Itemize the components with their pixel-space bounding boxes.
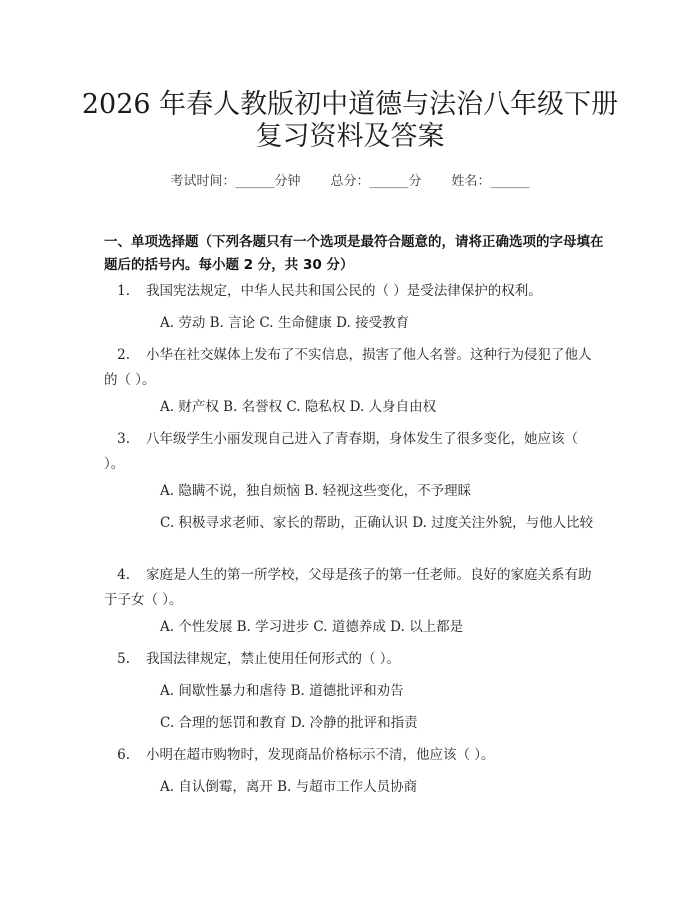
question-2 [104, 343, 601, 393]
total-score-field: 总分：______分 [330, 174, 422, 189]
document-title-line1: 2026 年春人教版初中道德与法治八年级下册 [81, 89, 619, 120]
question-text: 家庭是人生的第一所学校，父母是孩子的第一任老师。良好的家庭关系有助于子女（ ）。 [104, 567, 592, 608]
question-number: 4. [117, 567, 130, 583]
question-4-options: A. 个性发展 B. 学习进步 C. 道德养成 D. 以上都是 [160, 619, 464, 635]
question-number: 3. [117, 431, 130, 447]
question-text: 我国法律规定，禁止使用任何形式的（ ）。 [146, 651, 401, 667]
question-5-options-row2: C. 合理的惩罚和教育 D. 冷静的批评和指责 [160, 715, 418, 731]
question-5 [104, 647, 601, 672]
question-6 [104, 743, 601, 768]
question-number: 6. [117, 747, 130, 763]
exam-info-bar [0, 170, 700, 189]
student-name-field: 姓名：______ [451, 174, 530, 189]
question-3 [104, 427, 601, 477]
question-number: 1. [117, 283, 130, 299]
question-3-options-row1: A. 隐瞒不说，独自烦恼 B. 轻视这些变化，不予理睬 [160, 483, 472, 499]
exam-time-field: 考试时间：______分钟 [170, 174, 301, 189]
question-text: 小明在超市购物时，发现商品价格标示不清，他应该（ ）。 [146, 747, 495, 763]
question-6-options: A. 自认倒霉，离开 B. 与超市工作人员协商 [160, 779, 418, 795]
question-1-options: A. 劳动 B. 言论 C. 生命健康 D. 接受教育 [160, 315, 410, 331]
question-3-options-row2: C. 积极寻求老师、家长的帮助，正确认识 D. 过度关注外貌，与他人比较 [160, 515, 594, 531]
question-5-options-row1: A. 间歇性暴力和虐待 B. 道德批评和劝告 [160, 683, 404, 699]
question-number: 5. [117, 651, 130, 667]
question-1 [104, 279, 601, 304]
question-text: 八年级学生小丽发现自己进入了青春期，身体发生了很多变化，她应该（ ）。 [104, 431, 578, 472]
question-text: 小华在社交媒体上发布了不实信息，损害了他人名誉。这种行为侵犯了他人的（ ）。 [104, 347, 592, 388]
question-2-options: A. 财产权 B. 名誉权 C. 隐私权 D. 人身自由权 [160, 399, 437, 415]
section-heading: 一、单项选择题（下列各题只有一个选项是最符合题意的，请将正确选项的字母填在题后的括号内。每小题 2 分，共 30 分） [104, 234, 604, 273]
document-title-line2: 复习资料及答案 [255, 121, 445, 152]
question-4 [104, 563, 601, 613]
question-number: 2. [117, 347, 130, 363]
question-text: 我国宪法规定，中华人民共和国公民的（ ）是受法律保护的权利。 [146, 283, 542, 299]
